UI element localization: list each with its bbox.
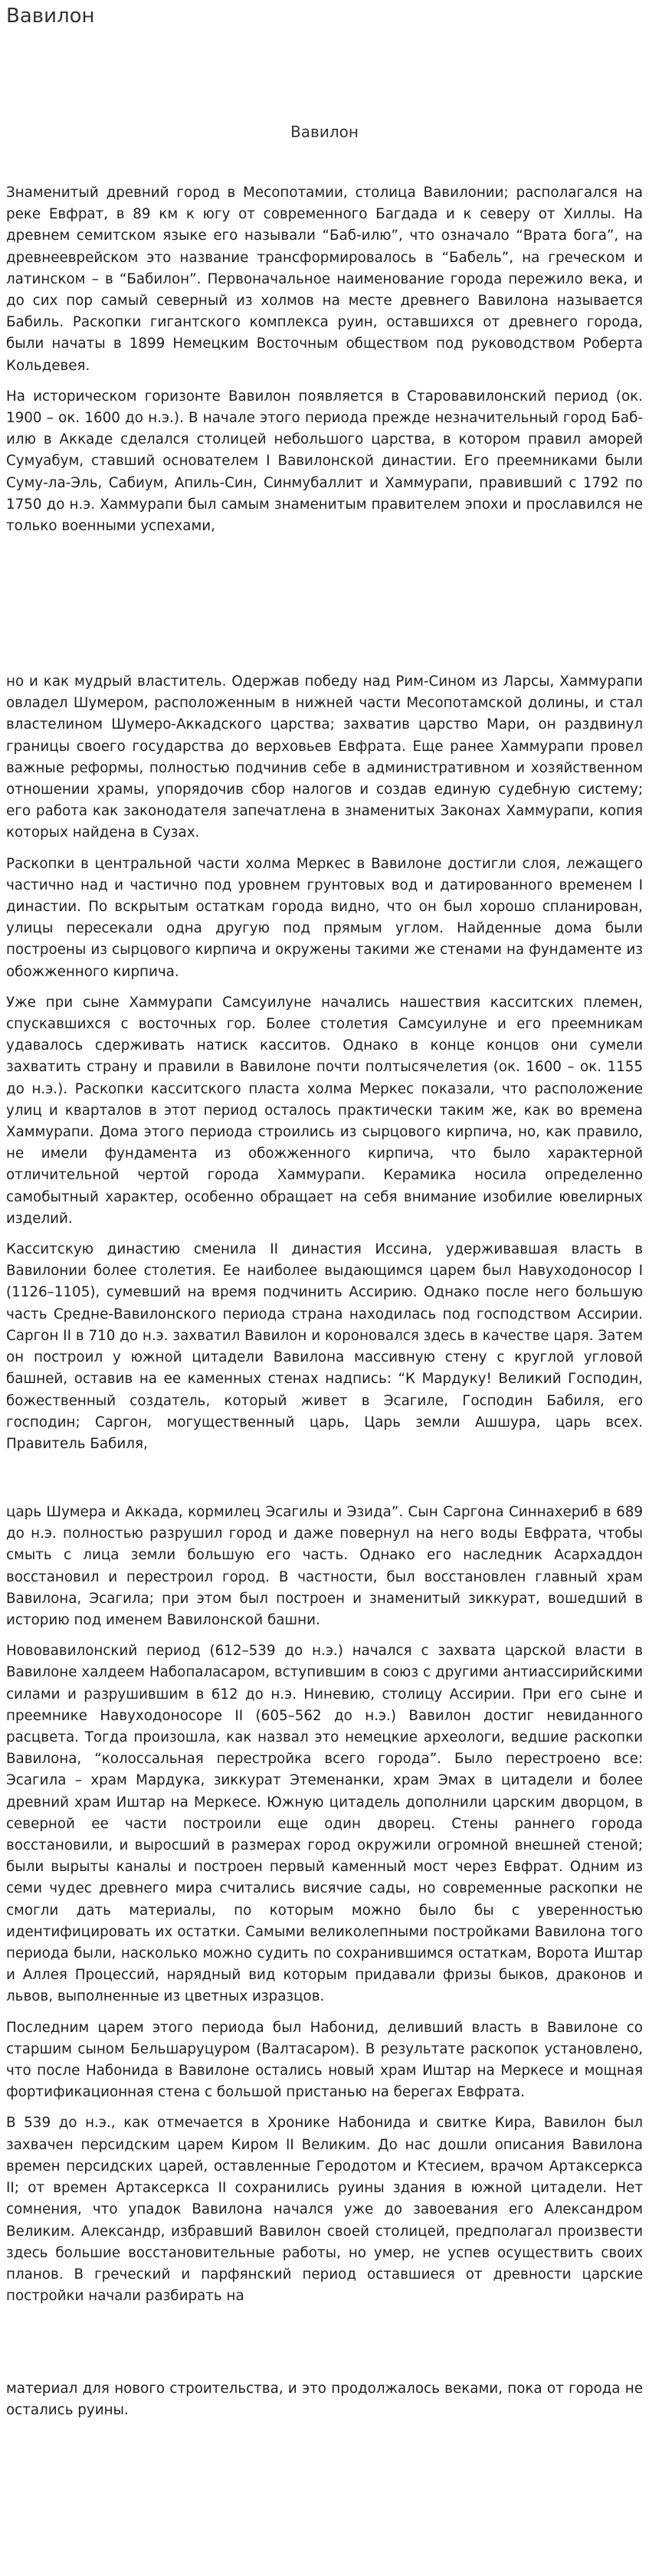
text-section-3 — [6, 1502, 643, 2307]
paragraph-sargon-cont: царь Шумера и Аккада, кормилец Эсагилы и Эзида”. Сын Саргона Синнахериб в 689 до н.э. полностью разрушил город и даже повернул на него воды Евфрата, чтобы смыть с лица земли большую его часть. Однако его наследник Асархаддон восстановил и перестроил город. В частности, был восстановлен главный храм Вавилона, Эсагила; при этом был построен и знаменитый зиккурат, вошедший в историю под именем Вавилонской башни. — [6, 1504, 643, 1629]
text-section-4 — [6, 2378, 643, 2421]
paragraph-merkes-excavations: Раскопки в центральной части холма Меркес в Вавилоне достигли слоя, лежащего частично над и частично под уровнем грунтовых вод и датированного временем I династии. По вскрытым остаткам города видно, что он был хорошо спланирован, улицы пересекали одна другую под прямым углом. Найденные дома были построены из сырцового кирпича и окружены такими же стенами на фундаменте из обожженного кирпича. — [6, 855, 643, 980]
document-title: Вавилон — [290, 123, 359, 141]
text-section-1 — [6, 182, 643, 537]
paragraph-intro: Знаменитый древний город в Месопотамии, столица Вавилонии; располагался на реке Евфрат, в 89 км к югу от современного Багдада и к северу от Хиллы. На древнем семитском языке его называли “Баб-илю”, что означало “Врата бога”, на древнееврейском это название трансформировалось в “Бабель”, на греческом и латинском – в “Бабилон”. Первоначальное наименование города пережило века, и до сих пор самый северный из холмов на месте древнего Вавилона называется Бабиль. Раскопки гигантского комплекса руин, оставшихся от древнего города, были начаты в 1899 Немецким Восточным обществом под руководством Роберта Кольдевея. — [6, 185, 643, 374]
paragraph-isin-dynasty: Касситскую династию сменила II династия Иссина, удерживавшая власть в Вавилонии более столетия. Ее наиболее выдающимся царем был Навуходоносор I (1126–1105), сумевший на время подчинить Ассирию. Однако после него большую часть Средне-Вавилонского периода страна находилась под господством Ассирии. Саргон II в 710 до н.э. захватил Вавилон и короновался здесь в качестве царя. Затем он построил у южной цитадели Вавилона массивную стену с круглой угловой башней, оставив на ее каменных стенах надпись: “К Мардуку! Великий Господин, божественный создатель, который живет в Эсагиле, Господин Бабиля, его господин; Саргон, могущественный царь, Царь земли Ашшура, царь всех. Правитель Бабиля, — [6, 1241, 643, 1452]
paragraph-old-babylonian: На историческом горизонте Вавилон появляется в Старовавилонский период (ок. 1900 – ок. 1600 до н.э.). В начале этого периода прежде незначительный город Баб-илю в Аккаде сделался столицей небольшого царства, в котором правил аморей Сумуабум, ставший основателем I Вавилонской династии. Его преемниками были Суму-ла-Эль, Сабиум, Апиль-Син, Синмубаллит и Хаммурапи, правивший с 1792 по 1750 до н.э. Хаммурапи был самым знаменитым правителем эпохи и прославился не только военными успехами, — [6, 388, 643, 535]
paragraph-persian-conquest: В 539 до н.э., как отмечается в Хронике Набонида и свитке Кира, Вавилон был захвачен персидским царем Киром II Великим. До нас дошли описания Вавилона времен персидских царей, оставленные Геродотом и Ктесием, врачом Артаксеркса II; от времен Артаксеркса II сохранились руины здания в южной цитадели. Нет сомнения, что упадок Вавилона начался уже до завоевания его Александром Великим. Александр, избравший Вавилон своей столицей, предполагал произвести здесь большие восстановительные работы, но умер, не успев осуществить своих планов. В греческий и парфянский период оставшиеся от древности царские постройки начали разбирать на — [6, 2115, 643, 2305]
paragraph-neo-babylonian: Нововавилонский период (612–539 до н.э.) начался с захвата царской власти в Вавилоне халдеем Набопаласаром, вступившим в союз с другими антиассирийскими силами и разрушившим в 612 до н.э. Ниневию, столицу Ассирии. При его сыне и преемнике Навуходоносоре II (605–562 до н.э.) Вавилон достиг невиданного расцвета. Тогда произошла, как назвал это немецкие археологи, ведшие раскопки Вавилона, “колоссальная перестройка всего города”. Было перестроено все: Эсагила – храм Мардука, зиккурат Этеменанки, храм Эмах в цитадели и более древний храм Иштар на Меркесе. Южную цитадель дополнили царским дворцом, в северной ее части построили еще один дворец. Стены раннего города восстановили, и выросший в размерах город окружили огромной внешней стеной; были вырыты каналы и построен первый каменный мост через Евфрат. Одним из семи чудес древнего мира считались висячие сады, но современные раскопки не смогли дать материалы, по которым можно было бы с уверенностью идентифицировать их остатки. Самыми великолепными постройками Вавилона того периода были, насколько можно судить по сохранившимся остаткам, Ворота Иштар и Аллея Процессий, нарядный вид которым придавали фризы быков, драконов и львов, выполненные из цветных изразцов. — [6, 1643, 643, 2005]
paragraph-ruins: материал для нового строительства, и это продолжалось веками, пока от города не остались руины. — [6, 2381, 643, 2419]
paragraph-nabonidus: Последним царем этого периода был Набонид, деливший власть в Вавилоне со старшим сыном Бельшаруцуром (Валтасаром). В результате раскопок установлено, что после Набонида в Вавилоне остались новый храм Иштар на Меркесе и мощная фортификационная стена с большой пристанью на берегах Евфрата. — [6, 2019, 643, 2101]
page-header-title: Вавилон — [6, 5, 95, 28]
paragraph-kassites: Уже при сыне Хаммурапи Самсуилуне начались нашествия касситских племен, спускавшихся с восточных гор. Более столетия Самсуилуне и его преемникам удавалось сдерживать натиск касситов. Однако в конце концов они сумели захватить страну и правили в Вавилоне почти полтысячелетия (ок. 1600 – ок. 1155 до н.э.). Раскопки касситского пласта холма Меркес показали, что расположение улиц и кварталов в этот период осталось практически таким же, как во времена Хаммурапи. Дома этого периода строились из сырцового кирпича, но, как правило, не имели фундамента из обожженного кирпича, что было характерной отличительной чертой города Хаммурапи. Керамика носила определенно самобытный характер, особенно обращает на себя внимание изобилие ювелирных изделий. — [6, 994, 643, 1227]
paragraph-hammurabi: но и как мудрый властитель. Одержав победу над Рим-Сином из Ларсы, Хаммурапи овладел Шумером, расположенным в нижней части Месопотамской долины, и стал властелином Шумеро-Аккадского царства; захватив царство Мари, он раздвинул границы своего государства до верховьев Евфрата. Еще ранее Хаммурапи провел важные реформы, полностью подчинив себе в административном и хозяйственном отношении храмы, упорядочив сбор налогов и создав единую судебную систему; его работа как законодателя запечатлена в знаменитых Законах Хаммурапи, копия которых найдена в Сузах. — [6, 673, 643, 841]
text-section-2 — [6, 671, 643, 1455]
